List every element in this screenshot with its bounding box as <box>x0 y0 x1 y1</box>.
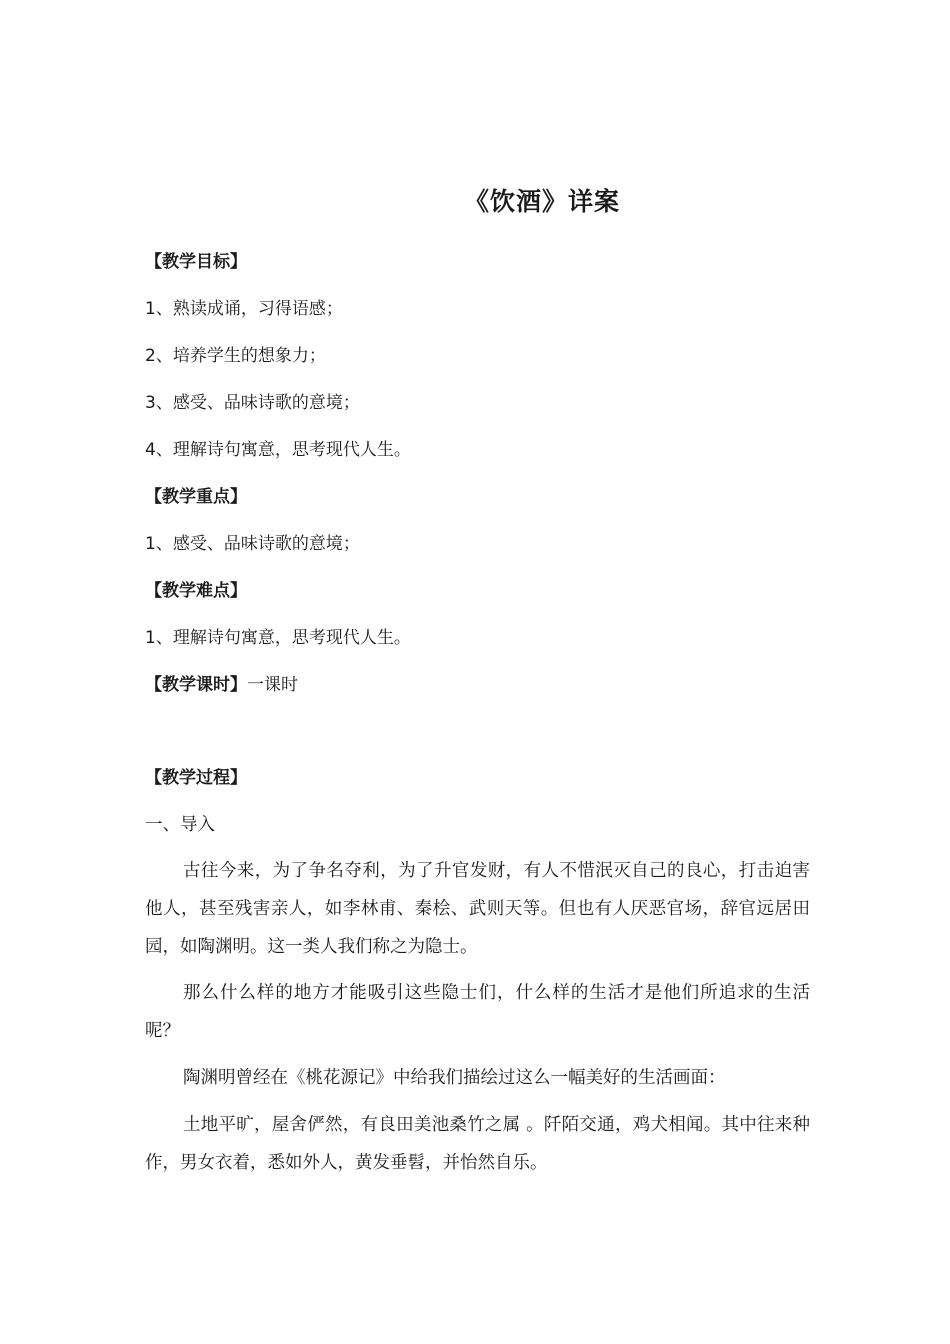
title-container <box>0 182 950 218</box>
intro-paragraph-2: 那么什么样的地方才能吸引这些隐士们，什么样的生活才是他们所追求的生活呢？ <box>145 983 810 1041</box>
key-points-heading: 【教学重点】 <box>145 487 247 507</box>
difficulty-item-1: 1、理解诗句寓意，思考现代人生。 <box>145 628 411 648</box>
objectives-heading: 【教学目标】 <box>145 252 247 272</box>
objective-item-3: 3、感受、品味诗歌的意境； <box>145 393 360 413</box>
class-hours-line <box>145 673 298 697</box>
intro-paragraph-4: 土地平旷，屋舍俨然，有良田美池桑竹之属 。阡陌交通，鸡犬相闻。其中往来种作，男女衣着，悉如外人，黄发垂髫，并怡然自乐。 <box>145 1115 810 1173</box>
objective-item-4: 4、理解诗句寓意，思考现代人生。 <box>145 440 411 460</box>
objective-item-2: 2、培养学生的想象力； <box>145 346 326 366</box>
document-title: 《饮酒》详案 <box>463 187 620 216</box>
class-hours-value: 一课时 <box>247 675 298 695</box>
class-hours-heading: 【教学课时】 <box>145 675 247 695</box>
key-point-item-1: 1、感受、品味诗歌的意境； <box>145 534 360 554</box>
intro-paragraph-1: 古往今来，为了争名夺利，为了升官发财，有人不惜泯灭自己的良心，打击迫害他人，甚至残害亲人，如李林甫、秦桧、武则天等。但也有人厌恶官场，辞官远居田园，如陶渊明。这一类人我们称之为隐士。 <box>145 861 810 957</box>
section-1-heading: 一、导入 <box>145 815 215 835</box>
objective-item-1: 1、熟读成诵，习得语感； <box>145 299 343 319</box>
intro-paragraph-3: 陶渊明曾经在《桃花源记》中给我们描绘过这么一幅美好的生活画面： <box>183 1068 726 1088</box>
process-heading: 【教学过程】 <box>145 768 247 788</box>
difficulties-heading: 【教学难点】 <box>145 581 247 601</box>
